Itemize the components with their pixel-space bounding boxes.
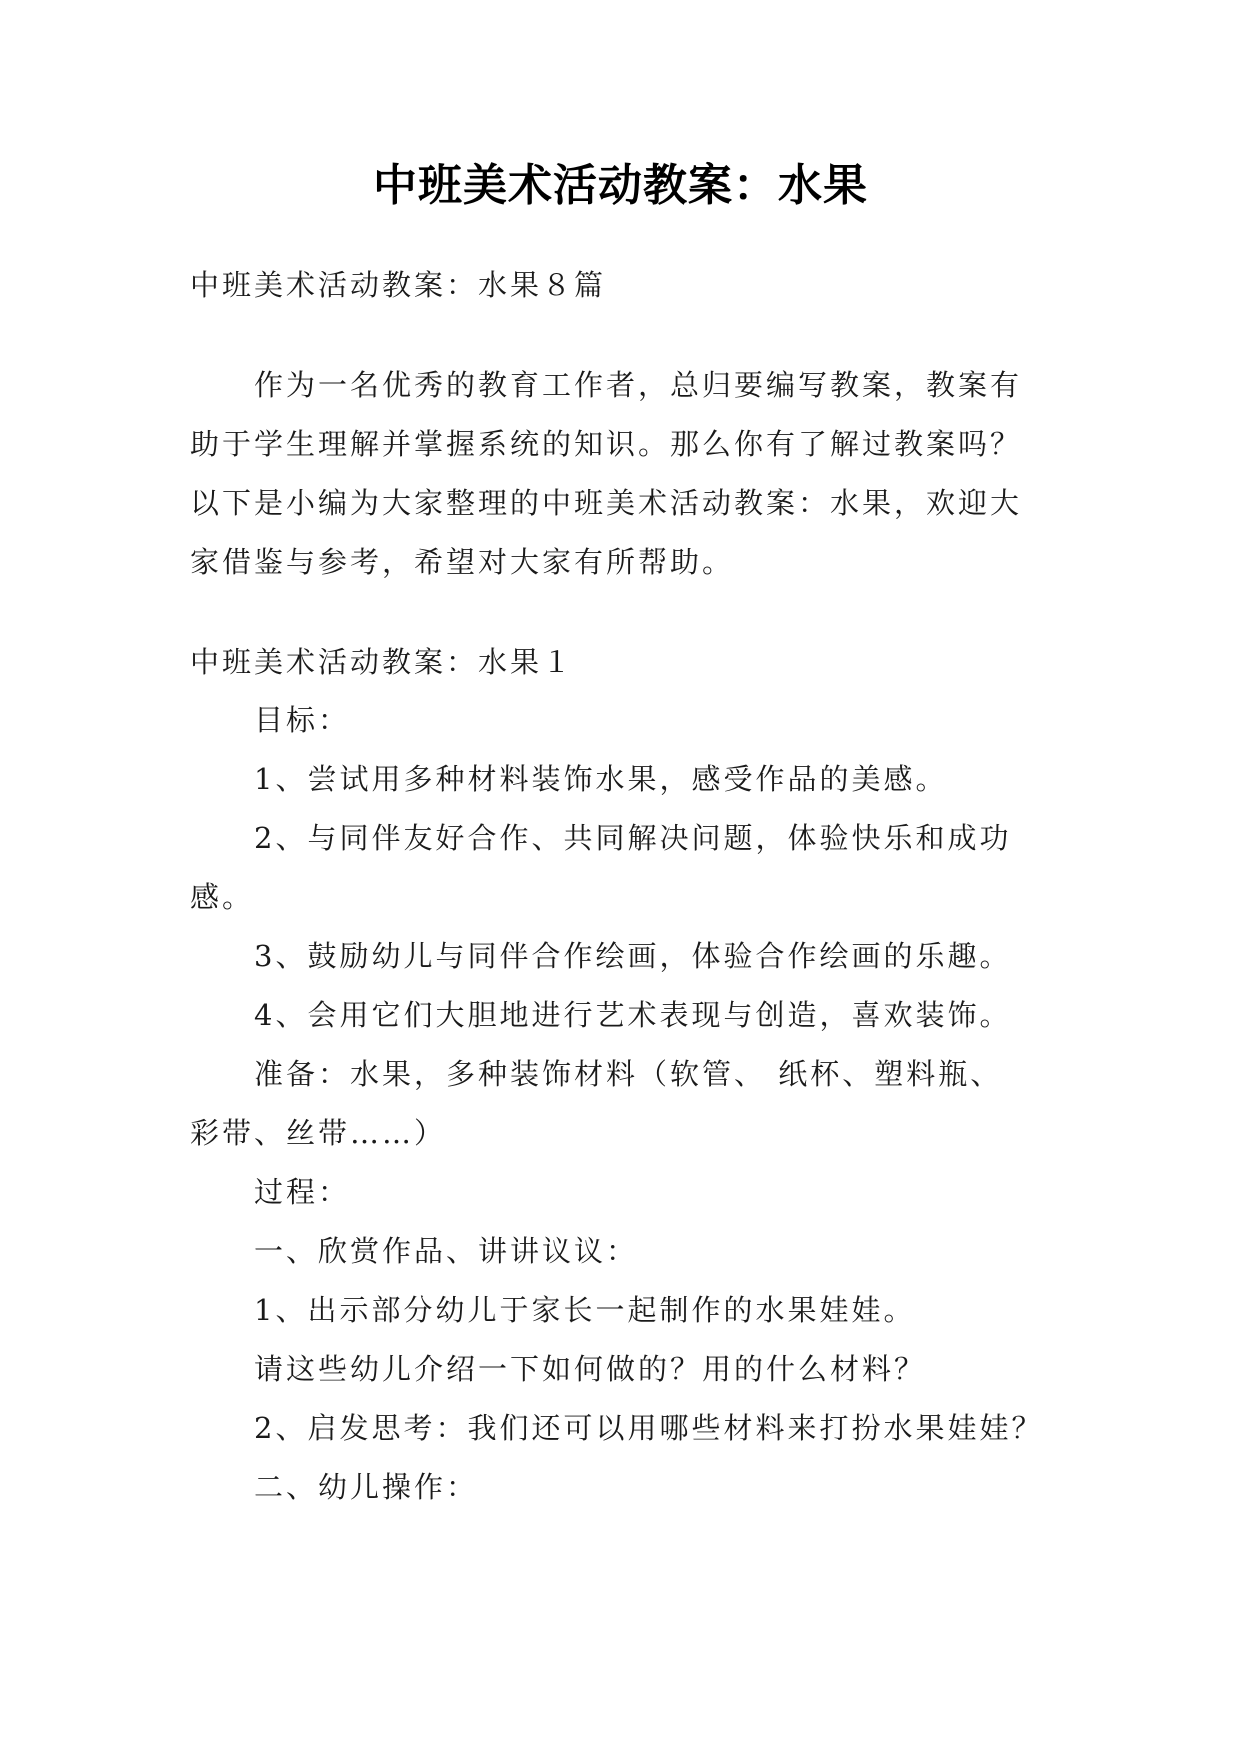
intro-line: 家借鉴与参考，希望对大家有所帮助。 [190, 545, 735, 579]
step-title: 二、幼儿操作： [254, 1470, 479, 1504]
section-heading: 中班美术活动教案：水果１ [190, 645, 575, 679]
intro-line: 作为一名优秀的教育工作者，总归要编写教案，教案有 [254, 368, 1023, 402]
step-title: 一、欣赏作品、讲讲议议： [254, 1234, 639, 1268]
document-title: 中班美术活动教案：水果 [373, 160, 868, 211]
step-item: 2、启发思考：我们还可以用哪些材料来打扮水果娃娃？ [254, 1411, 1044, 1445]
intro-line: 以下是小编为大家整理的中班美术活动教案：水果，欢迎大 [190, 486, 1023, 520]
goal-item: 4、会用它们大胆地进行艺术表现与创造，喜欢装饰。 [254, 998, 1012, 1032]
intro-line: 助于学生理解并掌握系统的知识。那么你有了解过教案吗？ [190, 427, 1023, 461]
step-item: 1、出示部分幼儿于家长一起制作的水果娃娃。 [254, 1293, 916, 1327]
preparation-text: 准备：水果，多种装饰材料（软管、 纸杯、塑料瓶、 [254, 1057, 1003, 1091]
goal-item: 2、与同伴友好合作、共同解决问题，体验快乐和成功 [254, 821, 1012, 855]
process-label: 过程： [254, 1175, 351, 1209]
goal-item-continued: 感。 [190, 880, 255, 914]
goal-item: 3、鼓励幼儿与同伴合作绘画，体验合作绘画的乐趣。 [254, 939, 1012, 973]
goal-label: 目标： [254, 703, 351, 737]
step-item-question: 请这些幼儿介绍一下如何做的？用的什么材料？ [254, 1352, 927, 1386]
document-subtitle: 中班美术活动教案：水果８篇 [190, 268, 607, 302]
goal-item: 1、尝试用多种材料装饰水果，感受作品的美感。 [254, 762, 948, 796]
preparation-text-continued: 彩带、丝带……） [190, 1116, 447, 1150]
